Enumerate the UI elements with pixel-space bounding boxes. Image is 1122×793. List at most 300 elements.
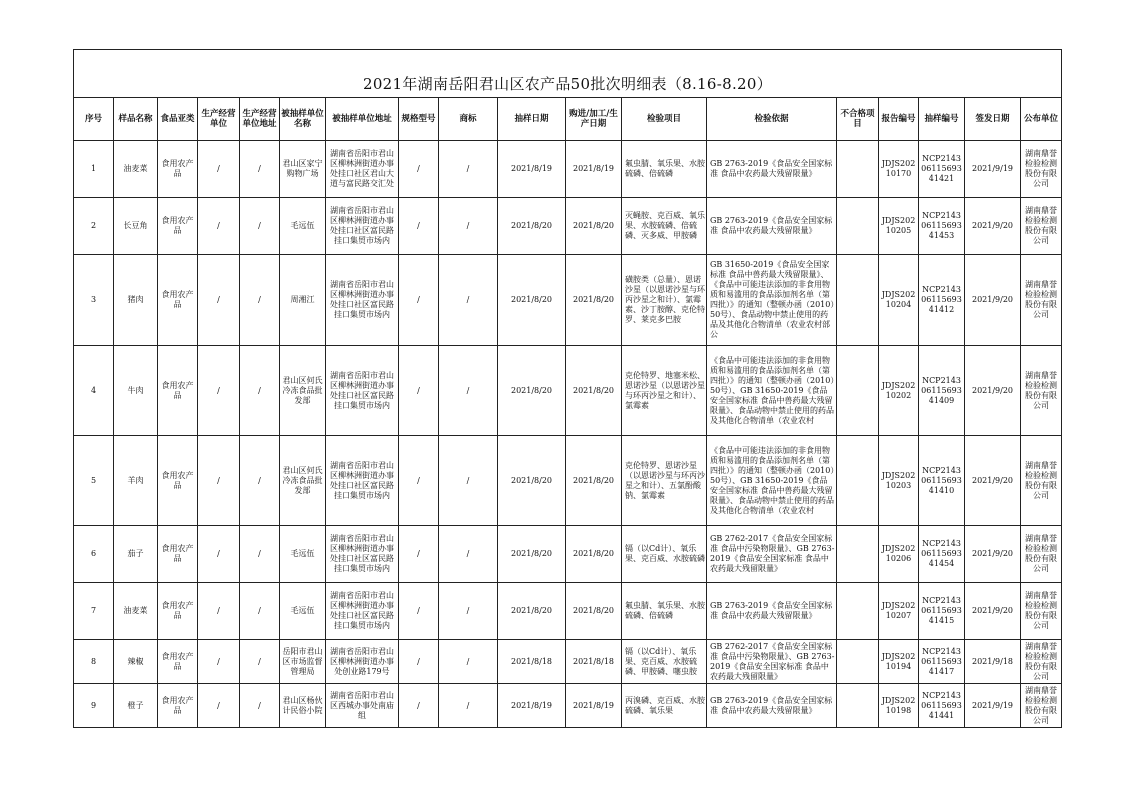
col-sample-date-text: 2021/8/20 xyxy=(510,385,553,395)
col-brand-text: / xyxy=(466,385,470,395)
col-test-basis-cell xyxy=(707,684,837,728)
col-failed-items-header: 不合格项目 xyxy=(837,98,879,141)
col-test-basis-cell xyxy=(707,255,837,346)
col-sampled-address-cell xyxy=(326,346,399,436)
col-producer-address-cell xyxy=(240,255,280,346)
col-test-basis-text: 《食品中可能违法添加的非食用物质和易滥用的食品添加剂名单（第四批）》的通知（整顿办函（2010）50号）、GB 31650-2019《食品安全国家标准 食品中兽药最大残留限量》、食品动物中禁止使用的药品及其他化合物清单（农业农村 xyxy=(710,355,835,425)
col-publisher-text: 湖南鼎誉检验检测股份有限公司 xyxy=(1025,641,1057,681)
col-producer-address-header: 生产经营单位地址 xyxy=(240,98,280,141)
col-spec-text: / xyxy=(417,606,420,615)
col-sample-no-cell xyxy=(919,640,965,684)
col-sampled-unit-cell xyxy=(280,583,326,640)
col-producer-text: / xyxy=(217,385,220,395)
col-production-date-text: 2021/8/18 xyxy=(572,656,615,666)
col-issue-date-text: 2021/9/19 xyxy=(971,164,1014,173)
col-producer-cell xyxy=(198,346,240,436)
col-brand-text: / xyxy=(466,164,470,173)
col-sample-name-text: 油麦菜 xyxy=(123,606,148,615)
col-publisher-text: 湖南鼎誉检验检测股份有限公司 xyxy=(1025,280,1057,319)
header-row xyxy=(74,98,1062,141)
col-sampled-address-cell xyxy=(326,436,399,526)
table-row xyxy=(74,255,1062,346)
col-sampled-unit-text: 周湘江 xyxy=(290,295,315,304)
col-report-no-cell xyxy=(879,198,919,255)
col-sample-no-cell xyxy=(919,255,965,346)
col-test-items-header: 检验项目 xyxy=(622,98,707,141)
col-producer-text: / xyxy=(217,606,220,615)
col-producer-address-text: / xyxy=(258,295,261,304)
col-report-no-cell xyxy=(879,526,919,583)
col-sample-date-text: 2021/8/18 xyxy=(510,656,553,666)
col-sample-date-text: 2021/8/20 xyxy=(510,475,553,485)
table-row xyxy=(74,583,1062,640)
col-report-no-header: 报告编号 xyxy=(879,98,919,141)
col-sample-name-cell xyxy=(114,684,158,728)
col-spec-cell xyxy=(399,346,439,436)
col-publisher-text: 湖南鼎誉检验检测股份有限公司 xyxy=(1025,591,1057,630)
col-failed-items-cell xyxy=(837,583,879,640)
col-sampled-address-cell xyxy=(326,684,399,728)
col-no-cell xyxy=(74,640,114,684)
col-producer-text: / xyxy=(217,656,220,666)
col-sampled-address-text: 湖南省岳阳市君山区柳林洲街道办事处挂口社区君山大道与富民路交汇处 xyxy=(330,149,394,188)
document-sheet xyxy=(73,49,1058,728)
col-issue-date-text: 2021/9/20 xyxy=(971,385,1014,395)
col-publisher-text: 湖南鼎誉检验检测股份有限公司 xyxy=(1025,370,1057,410)
col-sample-name-text: 辣椒 xyxy=(127,656,144,666)
col-test-basis-cell xyxy=(707,346,837,436)
col-brand-text: / xyxy=(466,700,470,710)
col-category-cell xyxy=(158,346,198,436)
col-sample-date-text: 2021/8/20 xyxy=(510,549,553,558)
col-test-items-text: 磺胺类（总量）、恩诺沙星（以恩诺沙星与环丙沙星之和计）、氯霉素、沙丁胺醇、克伦特罗、莱克多巴胺 xyxy=(625,275,705,324)
col-spec-text: / xyxy=(417,475,420,485)
col-publisher-cell xyxy=(1021,526,1062,583)
col-brand-text: / xyxy=(466,475,470,485)
col-brand-cell xyxy=(439,583,498,640)
table-title-text: 2021年湖南岳阳君山区农产品50批次明细表（8.16-8.20） xyxy=(362,74,773,93)
col-sample-no-cell xyxy=(919,141,965,198)
col-spec-text: / xyxy=(417,385,420,395)
col-test-items-text: 氟虫腈、氧乐果、水胺硫磷、倍硫磷 xyxy=(625,159,705,178)
col-publisher-cell xyxy=(1021,583,1062,640)
col-issue-date-cell xyxy=(965,141,1021,198)
col-sampled-address-text: 湖南省岳阳市君山区柳林洲街道办事处创业路179号 xyxy=(330,646,394,676)
col-producer-address-cell xyxy=(240,583,280,640)
col-producer-text: / xyxy=(217,164,220,173)
col-sample-name-text: 茄子 xyxy=(127,549,144,558)
col-report-no-text: JDJS20210206 xyxy=(881,544,916,563)
col-test-basis-cell xyxy=(707,526,837,583)
col-producer-text: / xyxy=(217,295,220,304)
col-no-text: 7 xyxy=(90,606,97,615)
col-sampled-unit-header: 被抽样单位名称 xyxy=(280,98,326,141)
col-issue-date-text: 2021/9/20 xyxy=(971,606,1014,615)
col-issue-date-cell xyxy=(965,583,1021,640)
col-spec-text: / xyxy=(417,164,420,173)
col-publisher-text: 湖南鼎誉检验检测股份有限公司 xyxy=(1025,534,1057,573)
col-issue-date-text: 2021/9/20 xyxy=(971,221,1014,230)
col-no-cell xyxy=(74,583,114,640)
col-sampled-unit-cell xyxy=(280,526,326,583)
col-producer-cell xyxy=(198,640,240,684)
col-category-text: 食用农产品 xyxy=(161,695,194,715)
col-sample-name-text: 猪肉 xyxy=(127,295,144,304)
col-spec-cell xyxy=(399,684,439,728)
col-category-cell xyxy=(158,684,198,728)
col-issue-date-text: 2021/9/20 xyxy=(971,475,1014,485)
col-test-items-text: 镉（以Cd计）、氧乐果、克百威、水胺硫磷、甲胺磷、噻虫胺 xyxy=(625,646,697,676)
col-test-items-text: 氟虫腈、氧乐果、水胺硫磷、倍硫磷 xyxy=(625,601,705,620)
col-test-items-cell xyxy=(622,436,707,526)
col-producer-address-cell xyxy=(240,526,280,583)
col-failed-items-cell xyxy=(837,684,879,728)
col-producer-header: 生产经营单位 xyxy=(198,98,240,141)
col-sample-no-text: NCP21430611569341415 xyxy=(921,596,962,625)
col-production-date-cell xyxy=(566,684,622,728)
col-producer-address-cell xyxy=(240,640,280,684)
col-sample-no-cell xyxy=(919,526,965,583)
col-sample-date-cell xyxy=(498,346,566,436)
col-sample-no-cell xyxy=(919,198,965,255)
col-test-items-cell xyxy=(622,583,707,640)
col-sampled-address-text: 湖南省岳阳市君山区柳林洲街道办事处挂口社区富民路挂口集贸市场内 xyxy=(330,206,394,245)
col-sampled-unit-cell xyxy=(280,346,326,436)
col-test-basis-text: GB 2762-2017《食品安全国家标准 食品中污染物限量》、GB 2763-2019《食品安全国家标准 食品中农药最大残留限量》 xyxy=(710,534,835,573)
col-producer-cell xyxy=(198,684,240,728)
col-production-date-header: 购进/加工/生产日期 xyxy=(566,98,622,141)
col-sample-name-cell xyxy=(114,198,158,255)
col-test-items-cell xyxy=(622,198,707,255)
table-row xyxy=(74,436,1062,526)
col-category-cell xyxy=(158,583,198,640)
col-brand-cell xyxy=(439,526,498,583)
col-producer-address-text: / xyxy=(258,700,261,710)
col-sampled-unit-cell xyxy=(280,436,326,526)
col-sample-name-text: 羊肉 xyxy=(127,475,144,485)
col-report-no-cell xyxy=(879,255,919,346)
col-producer-cell xyxy=(198,583,240,640)
col-spec-text: / xyxy=(417,549,420,558)
col-producer-address-text: / xyxy=(258,164,261,173)
col-report-no-text: JDJS20210203 xyxy=(881,470,916,490)
col-sampled-address-cell xyxy=(326,255,399,346)
col-sampled-address-text: 湖南省岳阳市君山区柳林洲街道办事处挂口社区富民路挂口集贸市场内 xyxy=(330,280,394,319)
col-issue-date-cell xyxy=(965,436,1021,526)
col-sample-no-text: NCP21430611569341441 xyxy=(921,690,962,720)
col-spec-cell xyxy=(399,526,439,583)
col-sample-no-cell xyxy=(919,436,965,526)
col-sample-date-cell xyxy=(498,526,566,583)
col-publisher-cell xyxy=(1021,141,1062,198)
col-sample-no-text: NCP21430611569341409 xyxy=(921,375,962,405)
col-category-text: 食用农产品 xyxy=(161,216,194,235)
col-sampled-unit-cell xyxy=(280,684,326,728)
col-sample-name-cell xyxy=(114,583,158,640)
col-test-items-cell xyxy=(622,141,707,198)
col-sample-no-text: NCP21430611569341453 xyxy=(921,211,962,240)
col-production-date-cell xyxy=(566,346,622,436)
col-sample-name-cell xyxy=(114,346,158,436)
col-sampled-unit-cell xyxy=(280,198,326,255)
col-issue-date-cell xyxy=(965,684,1021,728)
col-test-items-cell xyxy=(622,684,707,728)
col-production-date-text: 2021/8/19 xyxy=(572,164,615,173)
col-production-date-text: 2021/8/19 xyxy=(572,700,615,710)
col-sampled-address-cell xyxy=(326,526,399,583)
col-producer-address-text: / xyxy=(258,656,261,666)
col-sampled-address-text: 湖南省岳阳市君山区柳林洲街道办事处挂口社区富民路挂口集贸市场内 xyxy=(330,591,394,630)
col-sampled-unit-cell xyxy=(280,255,326,346)
col-sampled-unit-text: 君山区何氏冷冻食品批发部 xyxy=(282,375,323,405)
col-test-items-cell xyxy=(622,640,707,684)
col-spec-cell xyxy=(399,436,439,526)
col-production-date-cell xyxy=(566,436,622,526)
col-report-no-text: JDJS20210170 xyxy=(881,159,916,178)
col-sample-name-cell xyxy=(114,526,158,583)
col-sample-no-text: NCP21430611569341454 xyxy=(921,539,962,568)
col-publisher-cell xyxy=(1021,346,1062,436)
col-sampled-address-cell xyxy=(326,583,399,640)
col-category-header: 食品亚类 xyxy=(158,98,198,141)
col-test-items-text: 镉（以Cd计）、氧乐果、克百威、水胺硫磷 xyxy=(625,544,705,563)
col-sample-date-cell xyxy=(498,640,566,684)
col-no-cell xyxy=(74,198,114,255)
col-category-text: 食用农产品 xyxy=(161,380,194,400)
col-failed-items-cell xyxy=(837,346,879,436)
col-no-text: 9 xyxy=(90,700,97,710)
col-issue-date-cell xyxy=(965,640,1021,684)
col-producer-address-text: / xyxy=(258,606,261,615)
col-producer-cell xyxy=(198,436,240,526)
col-spec-cell xyxy=(399,198,439,255)
col-sample-name-text: 橙子 xyxy=(127,700,144,710)
col-no-text: 4 xyxy=(90,385,97,395)
col-issue-date-text: 2021/9/19 xyxy=(971,700,1014,710)
col-producer-text: / xyxy=(217,475,220,485)
col-sample-date-text: 2021/8/20 xyxy=(510,606,553,615)
col-sampled-unit-cell xyxy=(280,141,326,198)
col-publisher-header: 公布单位 xyxy=(1021,98,1062,141)
col-sample-name-cell xyxy=(114,141,158,198)
col-sample-no-text: NCP21430611569341412 xyxy=(921,285,962,314)
col-sampled-unit-text: 毛远伍 xyxy=(290,221,315,230)
col-report-no-text: JDJS20210204 xyxy=(881,290,916,309)
col-brand-cell xyxy=(439,141,498,198)
col-issue-date-text: 2021/9/20 xyxy=(971,295,1014,304)
col-producer-address-text: / xyxy=(258,549,261,558)
col-no-text: 5 xyxy=(90,475,97,485)
col-test-basis-cell xyxy=(707,583,837,640)
col-sample-no-header: 抽样编号 xyxy=(919,98,965,141)
col-sample-date-cell xyxy=(498,141,566,198)
col-sample-date-cell xyxy=(498,436,566,526)
col-test-items-text: 灭蝇胺、克百威、氧乐果、水胺硫磷、倍硫磷、灭多威、甲胺磷 xyxy=(625,211,705,240)
col-no-cell xyxy=(74,436,114,526)
col-production-date-text: 2021/8/20 xyxy=(572,385,615,395)
col-failed-items-cell xyxy=(837,255,879,346)
col-sample-date-cell xyxy=(498,255,566,346)
col-producer-cell xyxy=(198,198,240,255)
col-issue-date-cell xyxy=(965,526,1021,583)
col-report-no-text: JDJS20210205 xyxy=(881,216,916,235)
col-producer-address-cell xyxy=(240,436,280,526)
col-category-cell xyxy=(158,198,198,255)
col-production-date-cell xyxy=(566,526,622,583)
col-production-date-text: 2021/8/20 xyxy=(572,295,615,304)
col-sample-name-cell xyxy=(114,640,158,684)
col-category-cell xyxy=(158,526,198,583)
col-sampled-address-text: 湖南省岳阳市君山区柳林洲街道办事处挂口社区富民路挂口集贸市场内 xyxy=(330,534,394,573)
col-failed-items-cell xyxy=(837,526,879,583)
col-producer-text: / xyxy=(217,700,220,710)
col-sample-date-cell xyxy=(498,583,566,640)
col-producer-cell xyxy=(198,255,240,346)
col-producer-address-text: / xyxy=(258,221,261,230)
col-issue-date-cell xyxy=(965,255,1021,346)
col-brand-cell xyxy=(439,640,498,684)
col-publisher-cell xyxy=(1021,255,1062,346)
col-no-cell xyxy=(74,526,114,583)
col-report-no-text: JDJS20210194 xyxy=(881,651,916,671)
title-row xyxy=(74,50,1062,98)
col-test-basis-cell xyxy=(707,436,837,526)
col-sampled-unit-text: 岳阳市君山区市场监督管理局 xyxy=(282,646,323,676)
col-sample-name-text: 长豆角 xyxy=(123,221,148,230)
col-brand-cell xyxy=(439,255,498,346)
col-publisher-text: 湖南鼎誉检验检测股份有限公司 xyxy=(1025,460,1057,500)
col-spec-text: / xyxy=(417,656,420,666)
col-production-date-cell xyxy=(566,198,622,255)
col-production-date-cell xyxy=(566,583,622,640)
col-sample-date-cell xyxy=(498,198,566,255)
col-no-header: 序号 xyxy=(74,98,114,141)
col-producer-address-cell xyxy=(240,346,280,436)
col-producer-text: / xyxy=(217,549,220,558)
col-spec-header: 规格型号 xyxy=(399,98,439,141)
col-category-cell xyxy=(158,436,198,526)
col-issue-date-text: 2021/9/20 xyxy=(971,549,1014,558)
col-sample-no-text: NCP21430611569341417 xyxy=(921,646,962,676)
col-test-basis-text: GB 2763-2019《食品安全国家标准 食品中农药最大残留限量》 xyxy=(710,216,833,235)
col-no-cell xyxy=(74,346,114,436)
col-report-no-text: JDJS20210198 xyxy=(881,695,916,715)
col-sampled-address-cell xyxy=(326,141,399,198)
col-sample-date-text: 2021/8/20 xyxy=(510,221,553,230)
col-sampled-address-text: 湖南省岳阳市君山区柳林洲街道办事处挂口社区富民路挂口集贸市场内 xyxy=(330,370,394,410)
col-brand-text: / xyxy=(466,221,470,230)
col-sample-date-text: 2021/8/20 xyxy=(510,295,553,304)
col-producer-text: / xyxy=(217,221,220,230)
col-no-text: 8 xyxy=(90,656,97,666)
col-no-text: 3 xyxy=(90,295,97,304)
col-category-cell xyxy=(158,141,198,198)
col-brand-text: / xyxy=(466,295,470,304)
col-sample-name-cell xyxy=(114,255,158,346)
col-test-items-text: 丙溴磷、克百威、水胺硫磷、氧乐果 xyxy=(625,695,705,715)
col-test-basis-text: GB 2763-2019《食品安全国家标准 食品中农药最大残留限量》 xyxy=(710,159,833,178)
col-sampled-unit-text: 君山区家宁购物广场 xyxy=(282,159,323,178)
col-category-cell xyxy=(158,640,198,684)
col-producer-address-cell xyxy=(240,198,280,255)
col-brand-cell xyxy=(439,436,498,526)
col-spec-text: / xyxy=(417,700,420,710)
col-category-text: 食用农产品 xyxy=(161,651,194,671)
col-sample-name-header: 样品名称 xyxy=(114,98,158,141)
col-production-date-cell xyxy=(566,255,622,346)
col-report-no-cell xyxy=(879,141,919,198)
col-producer-address-text: / xyxy=(258,475,261,485)
col-no-text: 2 xyxy=(90,221,97,230)
col-publisher-cell xyxy=(1021,684,1062,728)
col-sample-no-cell xyxy=(919,583,965,640)
col-publisher-cell xyxy=(1021,198,1062,255)
col-producer-address-text: / xyxy=(258,385,261,395)
col-no-text: 1 xyxy=(90,164,97,173)
col-no-cell xyxy=(74,255,114,346)
col-failed-items-cell xyxy=(837,640,879,684)
col-brand-cell xyxy=(439,198,498,255)
col-publisher-cell xyxy=(1021,436,1062,526)
col-sample-name-cell xyxy=(114,436,158,526)
col-test-basis-cell xyxy=(707,640,837,684)
col-sampled-address-text: 湖南省岳阳市君山区西城办事处南庙组 xyxy=(330,690,394,720)
col-test-items-text: 克伦特罗、恩诺沙星（以恩诺沙星与环丙沙星之和计）、五氯酚酸钠、氯霉素 xyxy=(625,460,705,500)
col-sample-date-cell xyxy=(498,684,566,728)
col-sample-name-text: 牛肉 xyxy=(127,385,144,395)
col-report-no-text: JDJS20210207 xyxy=(881,601,916,620)
col-test-items-cell xyxy=(622,255,707,346)
col-test-basis-cell xyxy=(707,141,837,198)
col-no-cell xyxy=(74,141,114,198)
col-sample-name-text: 油麦菜 xyxy=(123,164,148,173)
table-row xyxy=(74,198,1062,255)
col-sampled-unit-text: 君山区何氏冷冻食品批发部 xyxy=(282,465,323,495)
col-brand-text: / xyxy=(466,606,470,615)
col-issue-date-cell xyxy=(965,346,1021,436)
col-test-items-text: 克伦特罗、地塞米松、恩诺沙星（以恩诺沙星与环丙沙星之和计）、氯霉素 xyxy=(625,370,705,410)
table-row xyxy=(74,526,1062,583)
col-brand-text: / xyxy=(466,549,470,558)
col-sampled-unit-text: 毛远伍 xyxy=(290,549,315,558)
col-failed-items-cell xyxy=(837,198,879,255)
col-publisher-text: 湖南鼎誉检验检测股份有限公司 xyxy=(1025,206,1057,245)
col-sample-no-cell xyxy=(919,346,965,436)
col-producer-address-cell xyxy=(240,141,280,198)
col-test-basis-text: GB 31650-2019《食品安全国家标准 食品中兽药最大残留限量》、《食品中可能违法添加的非食用物质和易滥用的食品添加剂名单（第四批）》的通知（整顿办函（2010）50号）、食品动物中禁止使用的药品及其他化合物清单（农业农村部公 xyxy=(710,260,835,339)
col-publisher-cell xyxy=(1021,640,1062,684)
col-brand-cell xyxy=(439,346,498,436)
table-row xyxy=(74,346,1062,436)
col-report-no-cell xyxy=(879,684,919,728)
col-report-no-cell xyxy=(879,436,919,526)
col-sample-no-text: NCP21430611569341421 xyxy=(921,154,962,183)
col-test-items-cell xyxy=(622,346,707,436)
col-publisher-text: 湖南鼎誉检验检测股份有限公司 xyxy=(1025,149,1057,188)
col-spec-cell xyxy=(399,141,439,198)
col-publisher-text: 湖南鼎誉检验检测股份有限公司 xyxy=(1025,685,1057,725)
col-test-basis-text: GB 2763-2019《食品安全国家标准 食品中农药最大残留限量》 xyxy=(710,601,833,620)
table-row xyxy=(74,640,1062,684)
col-category-text: 食用农产品 xyxy=(161,601,194,620)
col-sample-date-text: 2021/8/19 xyxy=(510,164,553,173)
col-spec-text: / xyxy=(417,295,420,304)
results-table xyxy=(73,49,1062,728)
col-brand-cell xyxy=(439,684,498,728)
col-category-text: 食用农产品 xyxy=(161,159,194,178)
col-spec-cell xyxy=(399,583,439,640)
col-test-basis-text: 《食品中可能违法添加的非食用物质和易滥用的食品添加剂名单（第四批）》的通知（整顿办函（2010）50号）、GB 31650-2019《食品安全国家标准 食品中兽药最大残留限量》、食品动物中禁止使用的药品及其他化合物清单（农业农村 xyxy=(710,445,835,515)
